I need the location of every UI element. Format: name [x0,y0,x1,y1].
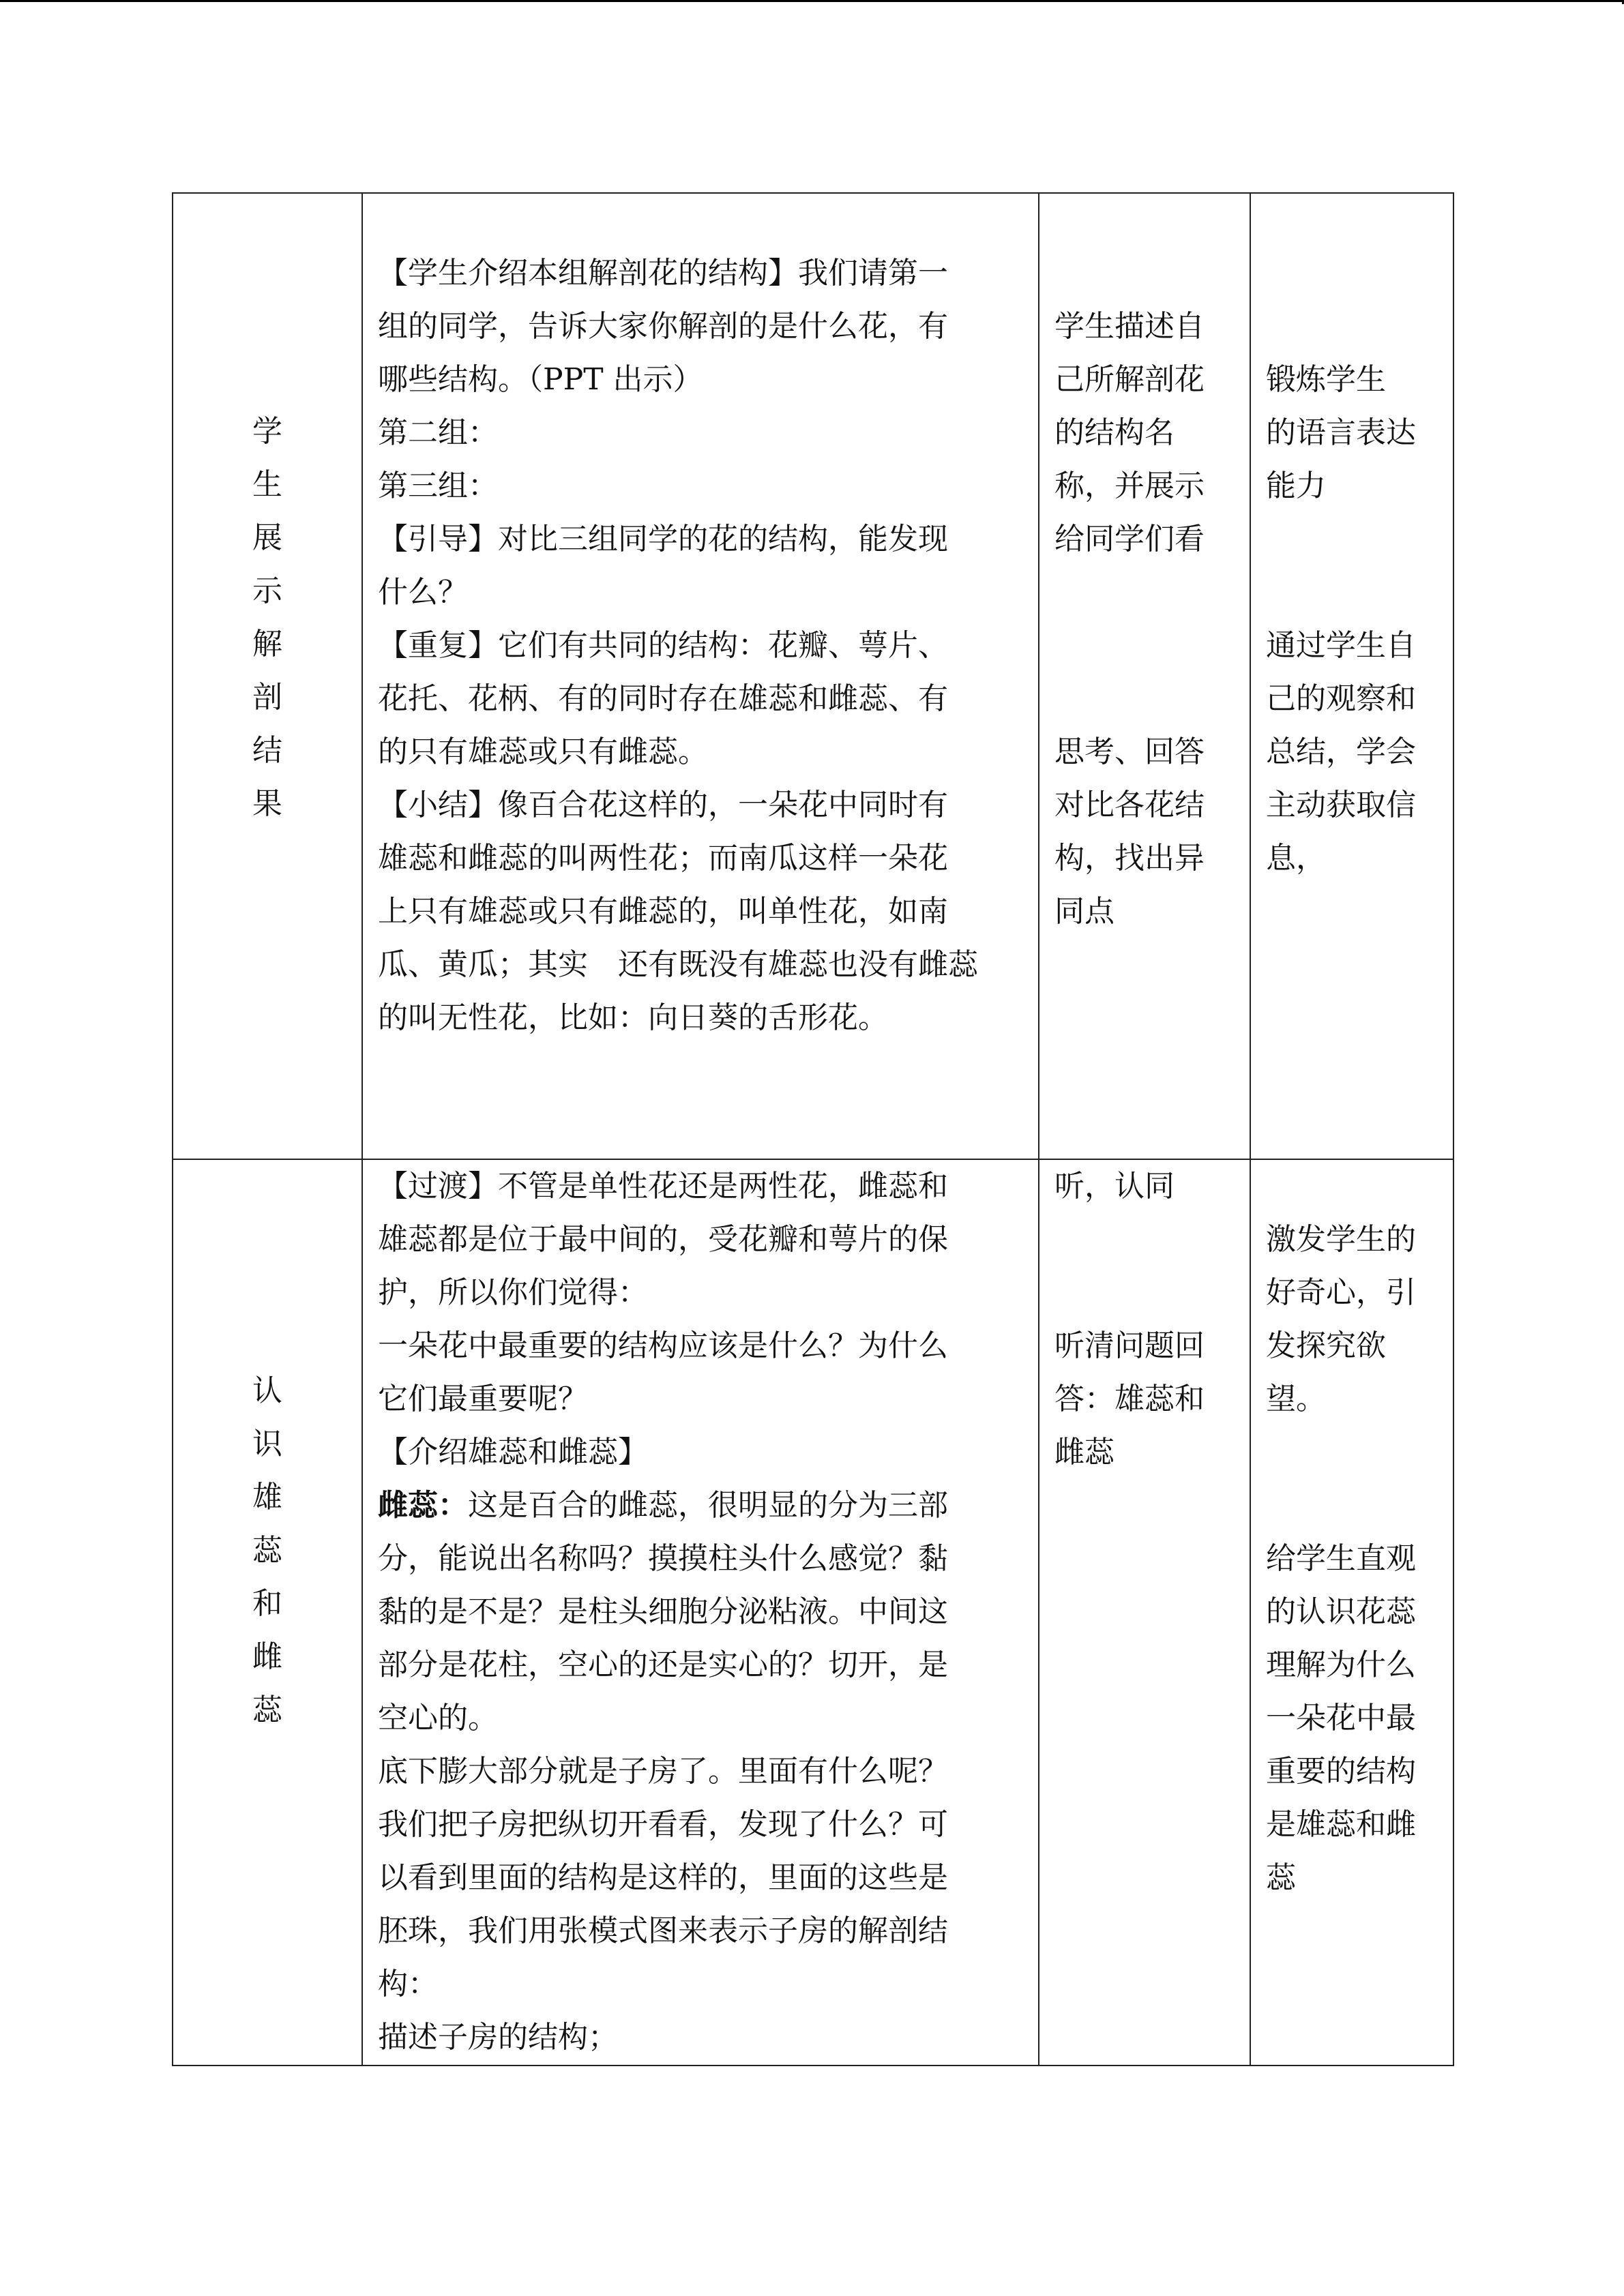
student-activity-cell [1039,1159,1250,2066]
stage-char: 蕊 [252,1533,282,1568]
stage-char: 解 [252,627,282,661]
text-line: 锻炼学生 [1266,362,1386,397]
stage-char: 剖 [252,680,282,715]
text-line [1054,1266,1240,1320]
text-line: 理解为什么 [1266,1648,1416,1682]
text-line: 描述子房的结构； [378,2020,618,2055]
text-line: 给学生直观 [1266,1541,1416,1576]
stage-char: 识 [252,1427,282,1461]
text-line: 的叫无性花，比如：向日葵的舌形花。 [378,1000,888,1035]
stage-char: 展 [252,520,282,555]
stage-char: 雄 [252,1480,282,1515]
text-line: 黏的是不是？是柱头细胞分泌粘液。中间这 [378,1594,948,1629]
text-line: 什么？ [378,575,468,610]
text-line [1266,513,1443,566]
stage-cell [173,1159,362,2066]
text-line: 望。 [1266,1382,1326,1416]
student-activity-cell [1039,193,1250,1159]
stage-char: 生 [252,467,282,502]
text-line: 重要的结构 [1266,1754,1416,1789]
text-line: 部分是花柱，空心的还是实心的？切开，是 [378,1648,948,1682]
text-line: 称，并展示 [1054,468,1205,503]
lesson-plan-table [172,192,1454,2066]
text-line: 分，能说出名称吗？摸摸柱头什么感觉？黏 [378,1541,948,1576]
text-line: 空心的。 [378,1701,498,1735]
text-line: 胚珠，我们用张模式图来表示子房的解剖结 [378,1913,948,1948]
design-intent-cell [1250,1159,1453,2066]
text-line: 构： [378,1967,438,2001]
text-line: 以看到里面的结构是这样的，里面的这些是 [378,1860,948,1895]
text-line: 底下膨大部分就是子房了。里面有什么呢？ [378,1754,948,1789]
text-line: 息， [1266,841,1326,876]
text-line: 【过渡】不管是单性花还是两性花，雌蕊和 [378,1169,948,1204]
text-line: 蕊 [1266,1860,1296,1895]
stage-char: 雌 [252,1639,282,1674]
stage-cell [173,193,362,1159]
text-line [1266,1479,1443,1532]
text-line [378,1479,1031,1532]
text-line: 第二组： [378,415,498,450]
text-line: 雄蕊和雌蕊的叫两性花；而南瓜这样一朵花 [378,841,948,876]
text-line: 思考、回答 [1054,734,1205,769]
text-line [1054,672,1240,726]
stage-char: 示 [252,573,282,608]
text-fragment: 这是百合的雌蕊，很明显的分为三部 [468,1488,948,1523]
page-top-border [0,0,1624,2]
text-line: 的结构名 [1054,415,1175,450]
text-line: 雄蕊都是位于最中间的，受花瓣和萼片的保 [378,1222,948,1257]
text-line [1054,566,1240,619]
stage-char: 和 [252,1586,282,1621]
text-line [1054,619,1240,672]
text-line: 好奇心，引 [1266,1275,1416,1310]
stage-char: 学 [252,414,282,449]
text-line: 听，认同 [1054,1169,1175,1204]
text-line: 的语言表达 [1266,415,1416,450]
text-line: 对比各花结 [1054,788,1205,822]
text-line: 主动获取信 [1266,788,1416,822]
text-line: 上只有雄蕊或只有雌蕊的，叫单性花，如南 [378,894,948,929]
text-line: 我们把子房把纵切开看看，发现了什么？可 [378,1807,948,1842]
text-line: 能力 [1266,468,1326,503]
text-line: 是雄蕊和雌 [1266,1807,1416,1842]
stage-char: 果 [252,786,282,821]
text-line: 组的同学，告诉大家你解剖的是什么花，有 [378,309,948,344]
text-line: 花托、花柄、有的同时存在雄蕊和雌蕊、有 [378,681,948,716]
text-line: 学生描述自 [1054,309,1205,344]
text-line: 给同学们看 [1054,522,1205,556]
text-line: 哪些结构。（PPT 出示） [378,362,703,397]
text-line: 【重复】它们有共同的结构：花瓣、萼片、 [378,628,948,663]
text-line: 一朵花中最重要的结构应该是什么？为什么 [378,1328,948,1363]
text-line: 它们最重要呢？ [378,1382,588,1416]
text-line: 总结，学会 [1266,734,1416,769]
table-row [173,193,1453,1159]
text-line: 【学生介绍本组解剖花的结构】我们请第一 [378,256,948,290]
text-line: 雌蕊 [1054,1435,1114,1470]
stage-char: 认 [252,1373,282,1408]
text-line [1266,1426,1443,1479]
table-row [173,1159,1453,2066]
design-intent-cell [1250,193,1453,1159]
text-line: 己的观察和 [1266,681,1416,716]
text-line [1054,1213,1240,1266]
teacher-activity-cell [362,1159,1039,2066]
text-line: 同点 [1054,894,1114,929]
pistil-label: 雌蕊： [378,1488,468,1523]
text-line: 己所解剖花 [1054,362,1205,397]
text-line: 瓜、黄瓜；其实 还有既没有雄蕊也没有雌蕊 [378,947,978,982]
text-line: 一朵花中最 [1266,1701,1416,1735]
text-line: 答：雄蕊和 [1054,1382,1205,1416]
text-line: 构，找出异 [1054,841,1205,876]
stage-char: 结 [252,733,282,768]
text-line: 第三组： [378,468,498,503]
text-line: 【介绍雄蕊和雌蕊】 [378,1435,648,1470]
stage-char: 蕊 [252,1693,282,1727]
text-line [1266,566,1443,619]
text-line: 听清问题回 [1054,1328,1205,1363]
text-line: 通过学生自 [1266,628,1416,663]
text-line: 发探究欲 [1266,1328,1386,1363]
text-line: 激发学生的 [1266,1222,1416,1257]
text-line: 护，所以你们觉得： [378,1275,648,1310]
text-line: 【引导】对比三组同学的花的结构，能发现 [378,522,948,556]
text-line: 的认识花蕊 [1266,1594,1416,1629]
text-line: 的只有雄蕊或只有雌蕊。 [378,734,708,769]
text-line: 【小结】像百合花这样的，一朵花中同时有 [378,788,948,822]
teacher-activity-cell [362,193,1039,1159]
